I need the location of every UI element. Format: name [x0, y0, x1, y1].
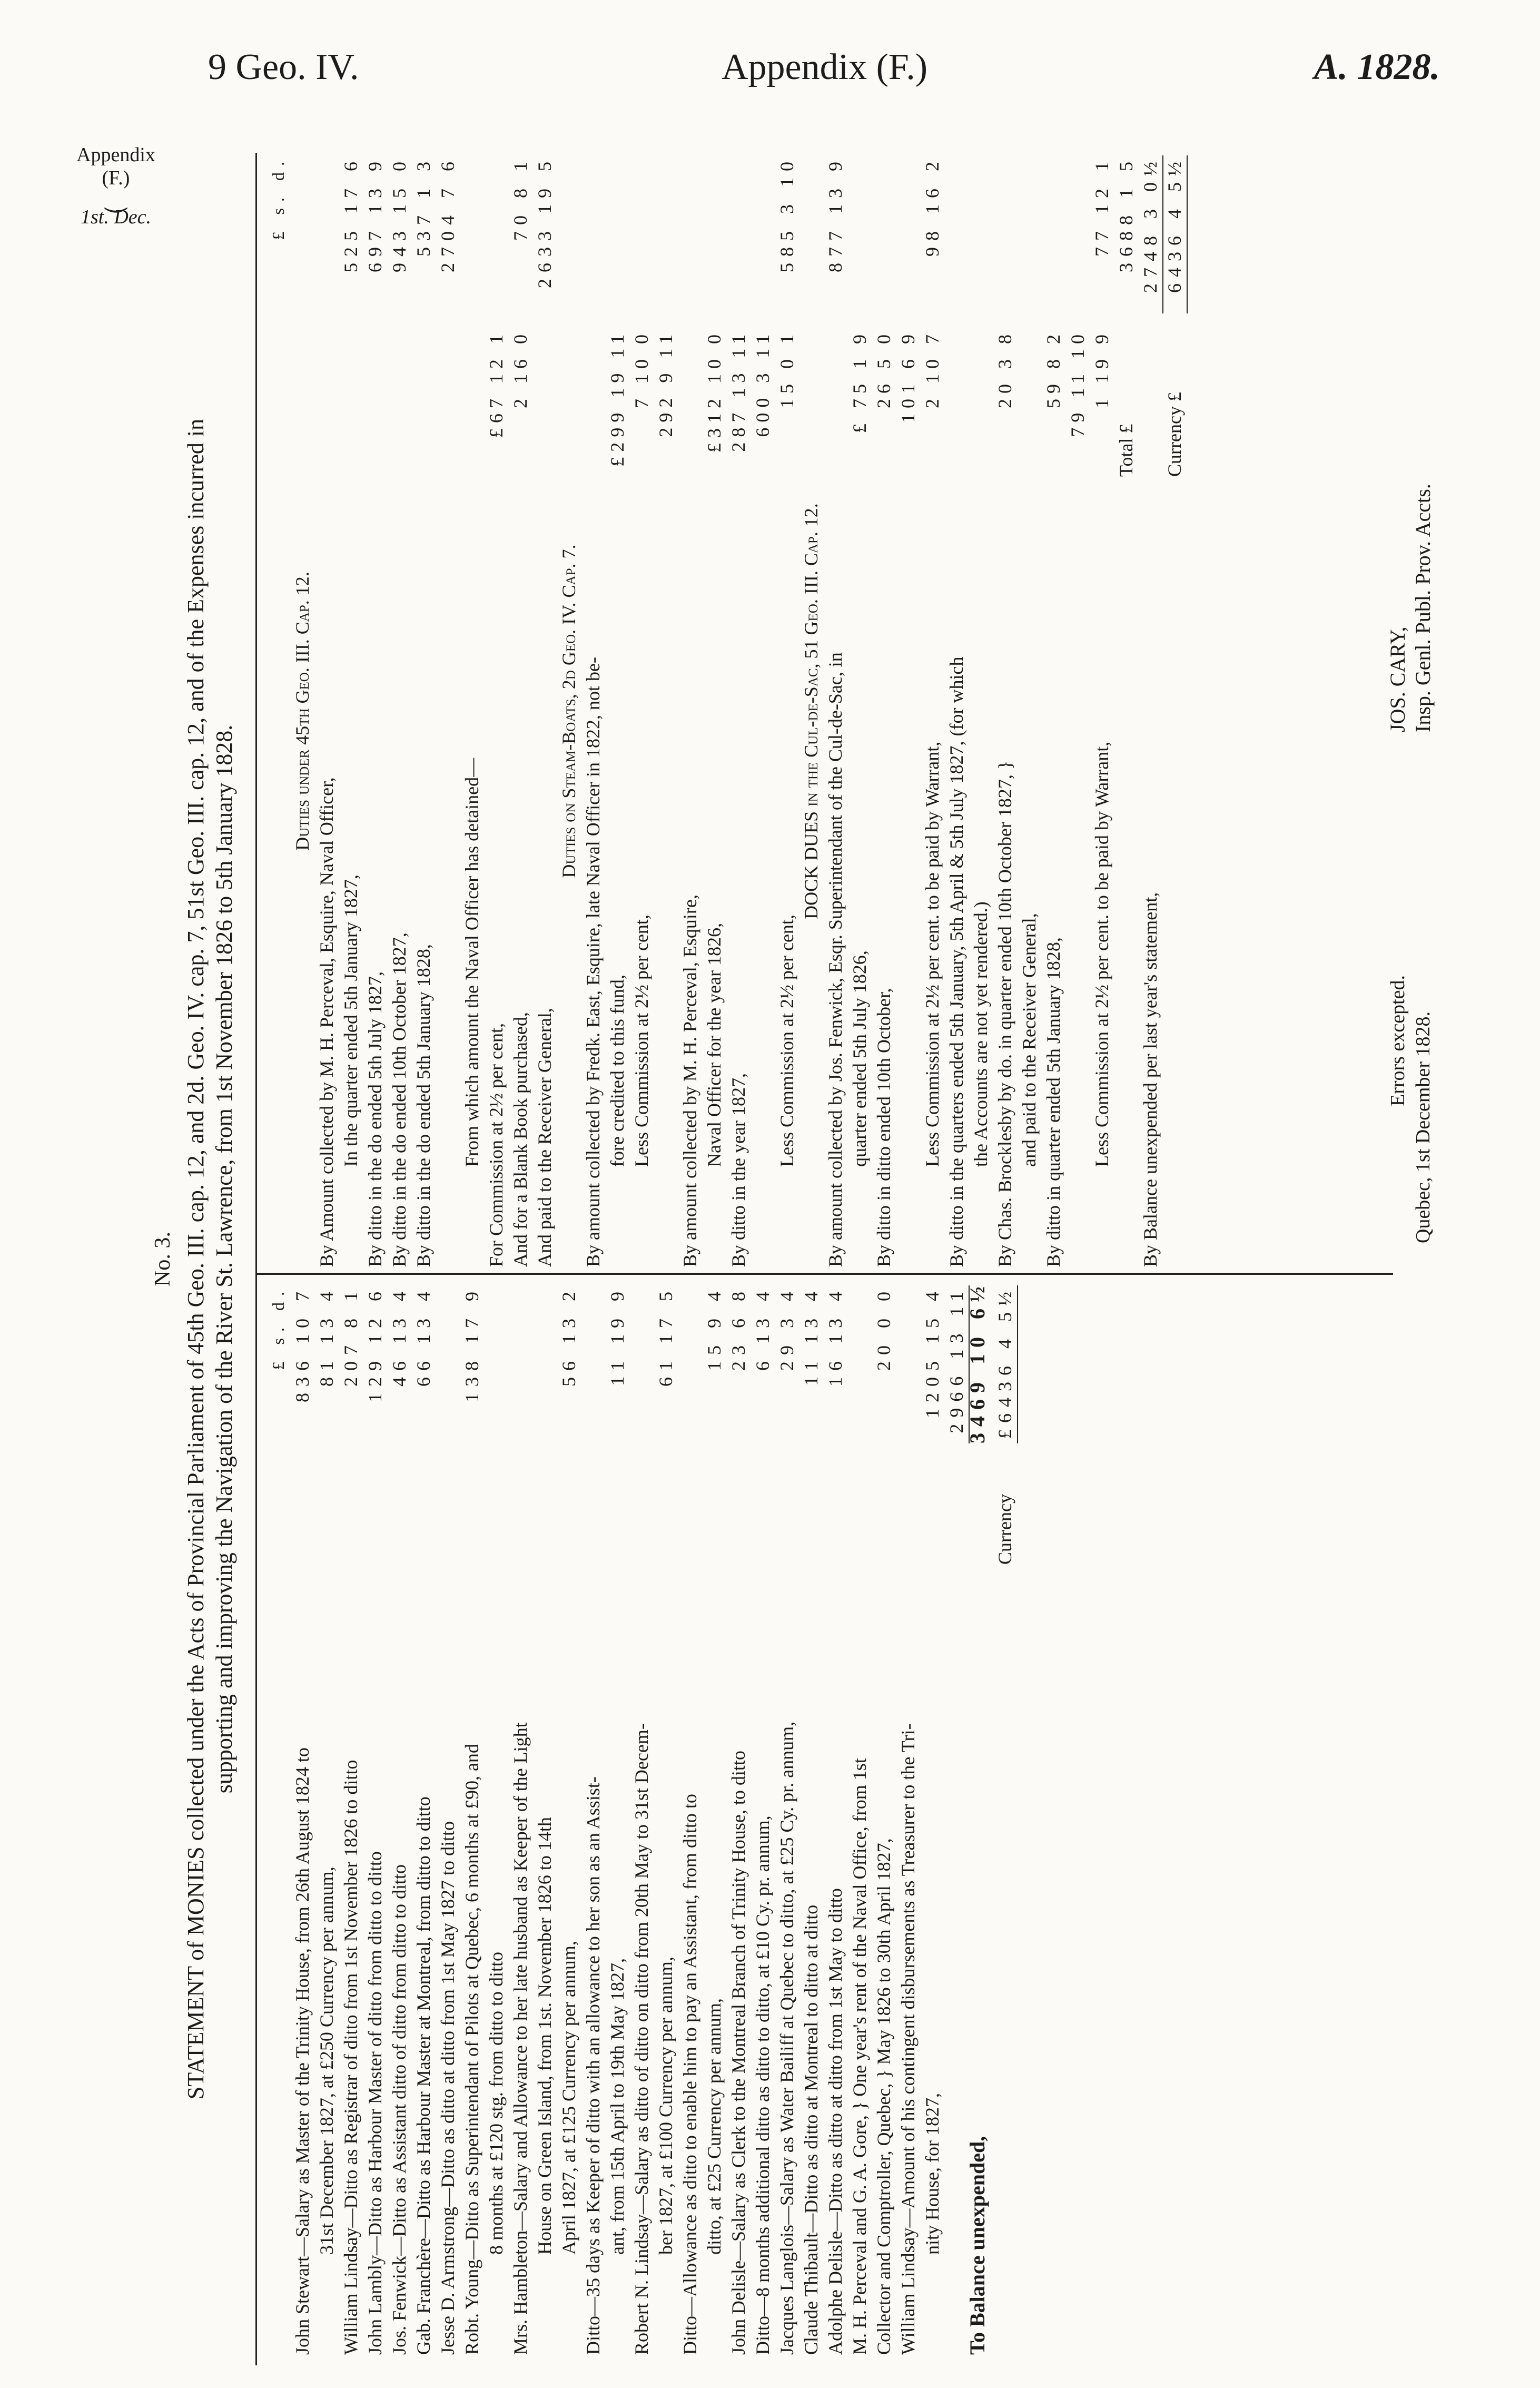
- debit-entry-amount: 836 10 7: [292, 1285, 313, 1402]
- statement-title-line2: supporting and improving the Navigation of the River St. Lawrence, from 1st November 1826 to 5th January 1828.: [211, 724, 237, 1794]
- credit-entry-text: By amount collected by Fredk. East, Esquire, late Naval Officer in 1822, not be-: [583, 656, 604, 1267]
- credit-entry-text: By Chas. Brocklesby by do. in quarter ended 10th October 1827, }: [994, 760, 1015, 1267]
- credit-entry-text: By ditto in ditto ended 10th October,: [873, 988, 894, 1267]
- credit-entry-amount: 943 15 0: [389, 155, 410, 272]
- credit-entry-amount: 2633 19 5: [534, 155, 555, 288]
- credit-entry-text: quarter ended 5th July 1826,: [849, 950, 870, 1167]
- credit-entry-row: [1017, 155, 1041, 1267]
- page-header-appendix: Appendix (F.): [722, 47, 928, 87]
- document-number: No. 3.: [151, 1232, 175, 1286]
- credit-entry-text: From which amount the Naval Officer has detained—: [461, 758, 482, 1167]
- debit-entry-row: [339, 1285, 363, 2355]
- credit-section-heading: Duties under 45th Geo. III. Cap. 12.: [292, 572, 313, 851]
- debit-entry-amount: 46 13 4: [389, 1285, 410, 1387]
- debit-entry-row: [751, 1285, 775, 2355]
- debit-entry-amount: 129 12 6: [364, 1285, 386, 1402]
- debit-entry-text: Gab. Franchère—Ditto as Harbour Master at Montreal, from ditto to ditto: [413, 1796, 434, 2355]
- debit-entry-row: [314, 1285, 339, 2355]
- credit-entry-row: [532, 155, 557, 1267]
- credit-entry-row: [993, 155, 1017, 1267]
- debit-entry-row: [290, 1285, 314, 2355]
- margin-note-date: 1st. Dec.: [80, 206, 152, 228]
- debit-entry-row: [920, 1285, 944, 2355]
- credit-entry-subamount: £299 19 11: [607, 329, 628, 467]
- credit-entry-text: By ditto in the quarters ended 5th January, 5th April & 5th July 1827, (for which: [946, 656, 967, 1267]
- credit-entry-row: [654, 155, 678, 1267]
- credit-entry-text: By ditto in the do ended 5th January 1828,: [413, 944, 434, 1267]
- credit-entry-subamount: 101 6 9: [897, 329, 919, 423]
- margin-note-appendix: Appendix: [76, 144, 155, 166]
- credit-entry-text: By amount collected by Jos. Fenwick, Esqr. Superintendant of the Cul-de-Sac, in: [825, 652, 846, 1267]
- credit-entry-row: [751, 155, 775, 1267]
- credit-entry-subamount: 2 16 0: [510, 329, 531, 408]
- credit-entry-amount: 70 8 1: [510, 155, 531, 241]
- credit-entry-subamount: 20 3 8: [994, 329, 1015, 408]
- credit-entry-row: [387, 155, 411, 1267]
- credit-entry-row: [678, 155, 702, 1267]
- credit-entry-row: [508, 155, 532, 1267]
- top-rule: [255, 153, 257, 2365]
- credit-entry-text: By ditto in the year 1827,: [728, 1073, 749, 1267]
- credit-entry-row: [823, 155, 847, 1267]
- credit-entry-subamount: 26 5 0: [873, 329, 894, 408]
- credit-entry-row: [847, 155, 872, 1267]
- credit-balance-label: By Balance unexpended per last year's statement,: [1140, 892, 1161, 1267]
- debit-entry-text: John Delisle—Salary as Clerk to the Montreal Branch of Trinity House, to ditto: [728, 1751, 749, 2355]
- credit-entry-row: [411, 155, 436, 1267]
- credit-entry-text: Less Commission at 2½ per cent,: [631, 915, 652, 1167]
- signature-title: Insp. Genl. Publ. Prov. Accts.: [1411, 484, 1435, 732]
- credit-entry-text: For Commission at 2½ per cent,: [486, 1023, 507, 1267]
- debit-entry-amount: 207 8 1: [340, 1285, 361, 1387]
- debit-entry-text: Robt. Young—Ditto as Superintendant of Pilots at Quebec, 6 months at £90, and: [461, 1744, 482, 2355]
- debit-entry-amount: 15 9 4: [704, 1285, 725, 1371]
- credit-entry-row: [436, 155, 460, 1267]
- credit-currency-row: [1162, 155, 1187, 1267]
- credit-entry-text: Less Commission at 2½ per cent. to be paid by Warrant,: [1091, 741, 1112, 1167]
- debit-entry-row: [605, 1285, 629, 2355]
- debit-entry-text: John Lambly—Ditto as Harbour Master of ditto from ditto to ditto: [364, 1851, 386, 2355]
- debit-balance-amount: 3469 10 6½: [965, 1280, 989, 1443]
- debit-entry-amount: 81 13 4: [316, 1285, 337, 1387]
- credit-entry-subamount: 59 8 2: [1043, 329, 1064, 408]
- debit-entry-text: Ditto—35 days as Keeper of ditto with an allowance to her son as an Assist-: [583, 1776, 604, 2355]
- debit-entry-row: [629, 1285, 654, 2355]
- credit-entry-subamount: 1 19 9: [1091, 329, 1112, 408]
- credit-balance-amount: 2748 3 0½: [1138, 155, 1163, 313]
- debit-entry-text: ditto, at £25 Currency per annum,: [704, 1998, 725, 2255]
- credit-entry-row: [1041, 155, 1065, 1267]
- credit-section-heading: Duties on Steam-Boats, 2d Geo. IV. Cap. 7.: [558, 544, 579, 878]
- credit-entry-amount: 525 17 6: [340, 155, 361, 272]
- debit-currency-label: Currency: [994, 1494, 1015, 1565]
- debit-entry-amount: 11 13 4: [801, 1285, 822, 1386]
- debit-entry-text: Mrs. Hambleton—Salary and Allowance to her late husband as Keeper of the Light: [510, 1722, 531, 2355]
- debit-entry-row: [387, 1285, 411, 2355]
- statement-title-line1: STATEMENT of MONIES collected under the Acts of Provincial Parliament of 45th Geo. III. cap. 12, and 2d. Geo. IV. cap. 7, 51st Geo. III. cap. 12, and of the Expenses incurred in: [183, 418, 209, 2100]
- debit-entry-row: [436, 1285, 460, 2355]
- credit-entry-row: [702, 155, 726, 1267]
- place-date: Quebec, 1st December 1828.: [1412, 1011, 1434, 1243]
- debit-entry-text: Collector and Comptroller, Quebec, } May 1826 to 30th April 1827,: [873, 1838, 894, 2355]
- debit-entry-row: [508, 1285, 532, 2355]
- credit-entry-row: [726, 155, 751, 1267]
- credit-entry-text: By ditto in the do ended 10th October 1827,: [389, 932, 410, 1267]
- credit-entry-subamount: 7 10 0: [631, 329, 652, 408]
- credit-entry-subamount: 287 13 11: [728, 329, 749, 452]
- credit-entry-subamount: £67 12 1: [486, 329, 507, 438]
- debit-entry-amount: 1205 15 4: [922, 1285, 943, 1418]
- debit-entry-row: [678, 1285, 702, 2355]
- rotated-statement: [142, 142, 1459, 2376]
- credit-entry-row: [605, 155, 629, 1267]
- debit-entry-text: Jacques Langlois—Salary as Water Bailiff at Quebec to ditto, at £25 Cy. pr. annum,: [776, 1721, 797, 2355]
- credit-entry-text: By Amount collected by M. H. Perceval, Esquire, Naval Officer,: [316, 777, 337, 1267]
- debit-entry-amount: 66 13 4: [413, 1285, 434, 1387]
- brace-swash-icon: ⏝: [104, 184, 128, 211]
- debit-entry-text: 31st December 1827, at £250 Currency per annum,: [316, 1866, 337, 2255]
- credit-currency-header: £ s. d.: [269, 155, 288, 240]
- debit-entry-text: nity House, for 1827,: [922, 2093, 943, 2255]
- debit-entry-amount: 23 6 8: [728, 1285, 749, 1371]
- credit-entry-row: [944, 155, 969, 1267]
- debit-entry-text: ber 1827, at £100 Currency per annum,: [655, 1957, 676, 2255]
- credit-entry-amount: 697 13 9: [364, 155, 386, 272]
- credit-entry-amount: 537 1 3: [413, 155, 434, 257]
- credit-entry-subamount: £312 10 0: [704, 329, 725, 453]
- debit-entry-row: [702, 1285, 726, 2355]
- credit-entry-text: fore credited to this fund,: [607, 975, 628, 1167]
- credit-entry-row: [969, 155, 993, 1267]
- debit-entry-row: [581, 1285, 605, 2355]
- credit-entry-text: Less Commission at 2½ per cent,: [776, 915, 797, 1167]
- credit-currency-label: Currency £: [1164, 392, 1185, 477]
- debit-entry-text: ant, from 15th April to 19th May 1827,: [607, 1958, 628, 2255]
- debit-entry-row: [557, 1285, 581, 2355]
- credit-entry-row: [484, 155, 508, 1267]
- credit-entry-subamount: 292 9 11: [655, 329, 676, 437]
- debit-column: £ s. d. John Stewart—Salary as Master of the Trinity House, from 26th August 1824 to 836 10 7 31st December 1827, at £250 Currency per annum, 81 13 4 William Lindsay—Ditto as Registrar of ditto from 1st November 1826 to ditto 207 8 1 John Lambly—Ditto as Harbour Master of ditto from ditto to ditto 129 12 6 Jos. Fenwick—Ditto as Assistant ditto of ditto from ditto to ditto 46 13 4 Gab. Franchère—Ditto as Harbour Master at Montreal, from ditto to ditto 66 13 4 Jesse D. Armstrong—Ditto as ditto at ditto from 1st May 1827 to ditto Robt. Young—Ditto as Superintendant of Pilots at Quebec, 6 months at £90, and 138 17 9 8 months at £120 stg. from ditto to ditto Mrs. Hambleton—Salary and Allowance to her late husband as Keeper of the Light House on Green Island, from 1st. November 1826 to 14th April 1827, at £125 Currency per annum, 56 13 2 Ditto—35 days as Keeper of ditto with an allowance to her son as an Assist- ant, from 15th April to 19th May 1827, 11 19 9 Robert N. Lindsay—Salary as ditto of ditto on ditto from 20th May to 31st Decem- ber 1827, at £100 Currency per annum, 61 17 5 Ditto—Allowance as ditto to enable him to pay an Assistant, from ditto to ditto, at £25 Currency per annum, 15 9 4 John Delisle—Salary as Clerk to the Montreal Branch of Trinity House, to ditto 23 6 8 Ditto—8 months additional ditto as ditto to ditto, at £10 Cy. pr. annum, 6 13 4 Jacques Langlois—Salary as Water Bailiff at Quebec to ditto, at £25 Cy. pr. annum, 29 3 4 Claude Thibault—Ditto as ditto at Montreal to ditto at ditto 11 13 4 Adolphe Delisle—Ditto as ditto at ditto from 1st May to ditto 16 13 4 M. H. Perceval and G. A. Gore, } One year's rent of the Naval Office, from 1st Collector and Comptroller, Quebec, } May 1826 to 30th April 1827, 20 0 0 William Lindsay—Amount of his contingent disbursements as Treasurer to the Tri- nity House, for 1827, 1205 15 4 2966 13 11 To Balance unexpended, 3469 10 6½ Currency £6436 4 5½: [266, 1285, 1017, 2355]
- debit-entry-text: Robert N. Lindsay—Salary as ditto of ditto on ditto from 20th May to 31st Decem-: [631, 1723, 652, 2355]
- debit-entry-row: [484, 1285, 508, 2355]
- credit-rows: [290, 155, 1114, 1267]
- debit-entry-row: [847, 1285, 872, 2355]
- debit-entry-text: John Stewart—Salary as Master of the Trinity House, from 26th August 1824 to: [292, 1747, 313, 2355]
- debit-entry-text: Ditto—Allowance as ditto to enable him to pay an Assistant, from ditto to: [679, 1794, 700, 2355]
- debit-entry-amount: 138 17 9: [461, 1285, 482, 1402]
- credit-entry-text: And for a Blank Book purchased,: [510, 1012, 531, 1267]
- debit-entry-text: 8 months at £120 stg. from ditto to ditto: [486, 1952, 507, 2255]
- debit-entry-row: [872, 1285, 896, 2355]
- debit-rows: [290, 1285, 944, 2355]
- credit-section-heading: DOCK DUES in the Cul-de-Sac, 51 Geo. III. Cap. 12.: [801, 503, 822, 919]
- credit-total-amount: 3688 1 5: [1115, 155, 1137, 272]
- credit-entry-subamount: 2 10 7: [922, 329, 943, 408]
- credit-entry-text: By amount collected by M. H. Perceval, Esquire,: [679, 895, 700, 1267]
- credit-entry-row: [872, 155, 896, 1267]
- debit-entry-row: [775, 1285, 799, 2355]
- debit-entry-text: Adolphe Delisle—Ditto as ditto at ditto from 1st May to ditto: [825, 1888, 846, 2355]
- credit-balance-row: [1138, 155, 1162, 1267]
- statement-footer: [1385, 975, 1436, 1243]
- debit-currency-total: £6436 4 5½: [993, 1285, 1018, 1443]
- debit-entry-text: Claude Thibault—Ditto as ditto at Montreal to ditto at ditto: [801, 1904, 822, 2355]
- credit-entry-text: the Accounts are not yet rendered.): [970, 901, 991, 1167]
- credit-entry-row: [920, 155, 944, 1267]
- debit-entry-text: M. H. Perceval and G. A. Gore, } One year's rent of the Naval Office, from 1st: [849, 1758, 870, 2355]
- signature-block: [1385, 484, 1436, 732]
- debit-balance-row: [965, 1280, 990, 2355]
- debit-entry-amount: 29 3 4: [776, 1285, 797, 1371]
- credit-entry-amount: 98 16 2: [922, 155, 943, 257]
- statement-title: [182, 142, 239, 2376]
- credit-entry-row: [896, 155, 920, 1267]
- debit-entry-row: [654, 1285, 678, 2355]
- debit-currency-header: £ s. d.: [269, 1285, 288, 1370]
- credit-entry-amount: 877 13 9: [825, 155, 846, 272]
- debit-entry-text: April 1827, at £125 Currency per annum,: [558, 1941, 579, 2255]
- debit-entry-row: [460, 1285, 484, 2355]
- credit-entry-text: And paid to the Receiver General,: [534, 1008, 555, 1267]
- credit-column: [266, 155, 1187, 1267]
- debit-entry-row: [896, 1285, 920, 2355]
- debit-entry-text: Jesse D. Armstrong—Ditto as ditto at ditto from 1st May 1827 to ditto: [437, 1821, 458, 2355]
- debit-entry-text: William Lindsay—Ditto as Registrar of ditto from 1st November 1826 to ditto: [340, 1760, 361, 2355]
- credit-entry-amount: 2704 7 6: [437, 155, 458, 272]
- credit-entry-row: [363, 155, 387, 1267]
- page-header-year: A. 1828.: [1314, 47, 1440, 87]
- credit-entry-text: In the quarter ended 5th January 1827,: [340, 874, 361, 1167]
- debit-entry-amount: 11 19 9: [607, 1285, 628, 1386]
- credit-entry-text: and paid to the Receiver General,: [1019, 913, 1040, 1167]
- credit-entry-text: Naval Officer for the year 1826,: [704, 922, 725, 1167]
- credit-total-row: [1114, 155, 1138, 1267]
- debit-entry-row: [726, 1285, 751, 2355]
- debit-entry-row: [363, 1285, 387, 2355]
- credit-currency-total: 6436 4 5½: [1162, 155, 1188, 313]
- debit-entry-text: Jos. Fenwick—Ditto as Assistant ditto of ditto from ditto to ditto: [389, 1864, 410, 2355]
- credit-entry-row: [1090, 155, 1114, 1267]
- debit-entry-row: [823, 1285, 847, 2355]
- credit-entry-row: [339, 155, 363, 1267]
- margin-note-letter: (F.): [102, 167, 130, 189]
- credit-entry-amount: 585 3 10: [776, 155, 797, 272]
- debit-entry-text: House on Green Island, from 1st. November 1826 to 14th: [534, 1817, 555, 2255]
- credit-entry-row: [460, 155, 484, 1267]
- credit-entry-subamount: 600 3 11: [752, 329, 773, 437]
- debit-balance-label: To Balance unexpended,: [965, 2136, 989, 2355]
- page-header-session: 9 Geo. IV.: [208, 47, 359, 87]
- credit-entry-row: [775, 155, 799, 1267]
- debit-entry-amount: 16 13 4: [825, 1285, 846, 1387]
- credit-entry-row: [581, 155, 605, 1267]
- debit-entry-amount: 6 13 4: [752, 1285, 773, 1371]
- debit-entry-text: William Lindsay—Amount of his contingent disbursements as Treasurer to the Tri-: [897, 1723, 919, 2355]
- debit-entry-amount: 61 17 5: [655, 1285, 676, 1387]
- credit-total-label: Total £: [1115, 424, 1137, 477]
- debit-entry-row: [411, 1285, 436, 2355]
- credit-entry-row: [629, 155, 654, 1267]
- credit-entry-subamount: £ 75 1 9: [849, 329, 870, 433]
- credit-entry-subamount: 79 11 10: [1067, 329, 1088, 437]
- errors-excepted-note: Errors excepted.: [1387, 975, 1409, 1106]
- signature-name: JOS. CARY,: [1386, 626, 1409, 732]
- credit-entry-row: [314, 155, 339, 1267]
- credit-entry-row: [1065, 155, 1090, 1267]
- debit-entry-amount: 20 0 0: [873, 1285, 894, 1371]
- debit-entry-row: [799, 1285, 823, 2355]
- credit-entry-amount: 77 12 1: [1091, 155, 1112, 257]
- debit-currency-total-row: [993, 1285, 1017, 2355]
- debit-entry-row: [532, 1285, 557, 2355]
- credit-entry-subamount: 15 0 1: [776, 329, 797, 408]
- column-divider: [255, 1273, 1393, 1275]
- credit-entry-text: By ditto in the do ended 5th July 1827,: [364, 971, 386, 1267]
- debit-entry-amount: 56 13 2: [558, 1285, 579, 1387]
- credit-entry-text: By ditto in quarter ended 5th January 1828,: [1043, 937, 1064, 1267]
- debit-entry-text: Ditto—8 months additional ditto as ditto to ditto, at £10 Cy. pr. annum,: [752, 1815, 773, 2355]
- credit-entry-text: Less Commission at 2½ per cent. to be paid by Warrant,: [922, 741, 943, 1167]
